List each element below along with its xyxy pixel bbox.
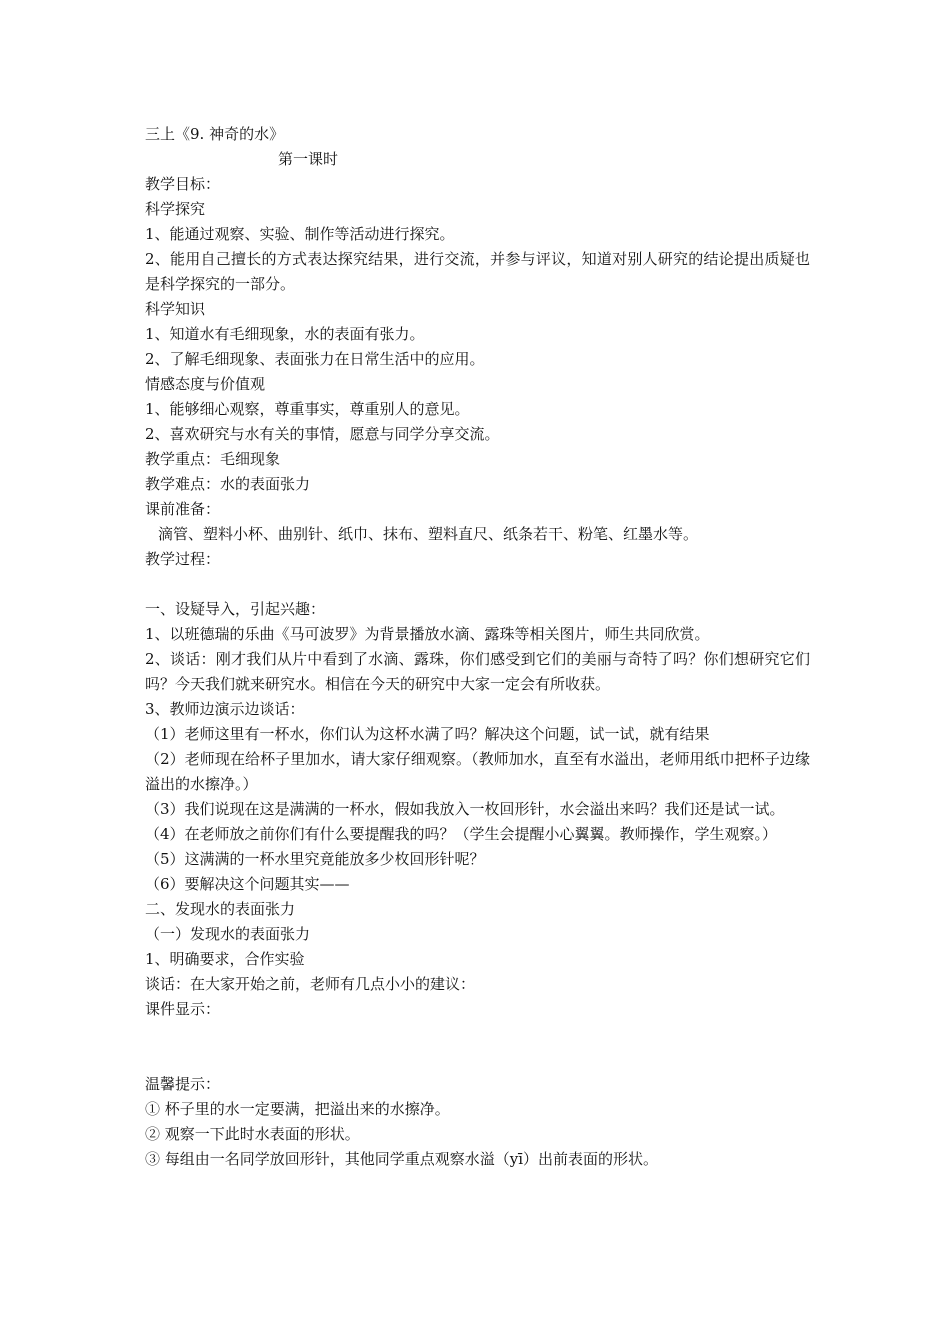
section2-sub-heading: （一）发现水的表面张力 [145,925,311,943]
section1-sub-5: （5）这满满的一杯水里究竟能放多少枚回形针呢？ [145,850,485,868]
section1-item-3: 3、教师边演示边谈话： [145,700,305,718]
tip-3: ③ 每组由一名同学放回形针，其他同学重点观察水溢（yī）出前表面的形状。 [145,1150,659,1168]
sci-inquiry-item-1: 1、能通过观察、实验、制作等活动进行探究。 [145,225,455,243]
key-point: 教学重点：毛细现象 [145,450,281,468]
blank-line [145,572,810,597]
sci-inquiry-heading: 科学探究 [145,200,206,218]
section1-heading: 一、设疑导入，引起兴趣： [145,600,326,618]
section2-heading: 二、发现水的表面张力 [145,900,296,918]
section1-item-2: 2、谈话：刚才我们从片中看到了水滴、露珠，你们感受到它们的美丽与奇特了吗？你们想研究它们吗？今天我们就来研究水。相信在今天的研究中大家一定会有所收获。 [145,650,810,693]
attitude-heading: 情感态度与价值观 [145,375,266,393]
sci-inquiry-item-2: 2、能用自己擅长的方式表达探究结果，进行交流，并参与评议，知道对别人研究的结论提出质疑也是科学探究的一部分。 [145,250,810,293]
section1-sub-1: （1）老师这里有一杯水，你们认为这杯水满了吗？解决这个问题，试一试，就有结果 [145,725,710,743]
section2-item-1: 1、明确要求，合作实验 [145,950,305,968]
sci-knowledge-item-2: 2、了解毛细现象、表面张力在日常生活中的应用。 [145,350,485,368]
section1-sub-3: （3）我们说现在这是满满的一杯水，假如我放入一枚回形针，水会溢出来吗？我们还是试一试。 [145,800,785,818]
preparation-items: 滴管、塑料小杯、曲别针、纸巾、抹布、塑料直尺、纸条若干、粉笔、红墨水等。 [158,525,699,543]
objectives-heading: 教学目标： [145,175,221,193]
document-title: 三上《9. 神奇的水》 [145,125,285,143]
attitude-item-2: 2、喜欢研究与水有关的事情，愿意与同学分享交流。 [145,425,500,443]
process-heading: 教学过程： [145,550,221,568]
sci-knowledge-item-1: 1、知道水有毛细现象，水的表面有张力。 [145,325,425,343]
lesson-subtitle: 第一课时 [278,150,339,168]
tip-2: ② 观察一下此时水表面的形状。 [145,1125,360,1143]
tips-heading: 温馨提示： [145,1075,221,1093]
attitude-item-1: 1、能够细心观察，尊重事实，尊重别人的意见。 [145,400,470,418]
section2-talk: 谈话：在大家开始之前，老师有几点小小的建议： [145,975,476,993]
sci-knowledge-heading: 科学知识 [145,300,206,318]
document-page [145,122,810,1172]
section1-sub-6: （6）要解决这个问题其实—— [145,875,350,893]
preparation-heading: 课前准备： [145,500,221,518]
blank-lines [145,1022,810,1072]
section2-display: 课件显示： [145,1000,221,1018]
section1-sub-2: （2）老师现在给杯子里加水，请大家仔细观察。（教师加水，直至有水溢出，老师用纸巾把杯子边缘溢出的水擦净。） [145,750,810,793]
section1-sub-4: （4）在老师放之前你们有什么要提醒我的吗？（学生会提醒小心翼翼。教师操作，学生观察。） [145,825,778,843]
difficulty: 教学难点：水的表面张力 [145,475,311,493]
tip-1: ① 杯子里的水一定要满，把溢出来的水擦净。 [145,1100,450,1118]
section1-item-1: 1、以班德瑞的乐曲《马可波罗》为背景播放水滴、露珠等相关图片，师生共同欣赏。 [145,625,710,643]
